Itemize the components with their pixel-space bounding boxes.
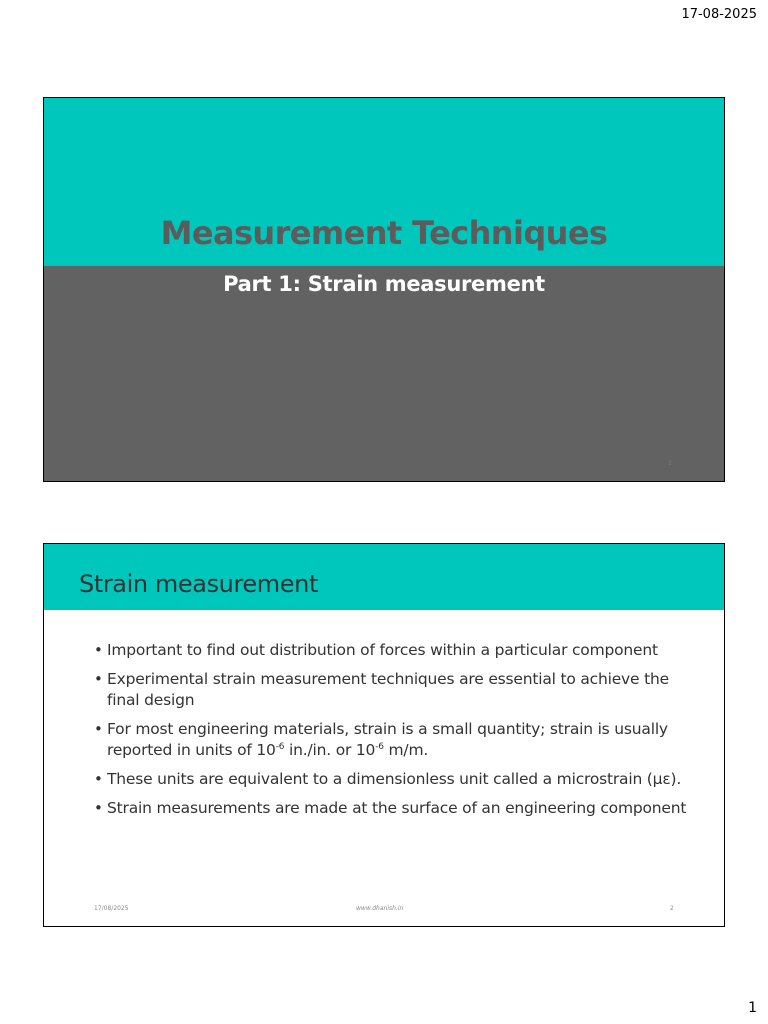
bullet-dot-icon: • xyxy=(94,770,103,788)
footer-website: www.dhanish.in xyxy=(356,905,404,912)
bullet-text-part: m/m. xyxy=(383,741,429,759)
slide-2 xyxy=(43,543,725,927)
exponent: -6 xyxy=(375,742,384,752)
slide-1 xyxy=(43,97,725,482)
slide-1-number: 1 xyxy=(668,460,672,467)
exponent: -6 xyxy=(275,742,285,752)
page-number: 1 xyxy=(748,1000,757,1016)
bullet-text-part: For most engineering materials, strain is a small quantity; strain is usually reported in units of 10 xyxy=(107,720,668,759)
bullet-text: Strain measurements are made at the surface of an engineering component xyxy=(107,799,687,817)
bullet-item xyxy=(94,669,694,711)
bullet-text: These units are equivalent to a dimensionless unit called a microstrain (με). xyxy=(107,770,682,788)
slide-2-title: Strain measurement xyxy=(79,570,318,598)
bullet-dot-icon: • xyxy=(94,641,103,659)
bullet-item xyxy=(94,719,694,761)
slide-2-bullet-list xyxy=(94,640,694,827)
bullet-item xyxy=(94,640,694,661)
slide-1-title: Measurement Techniques xyxy=(160,214,608,252)
page-date: 17-08-2025 xyxy=(681,7,757,22)
bullet-text: Important to find out distribution of forces within a particular component xyxy=(107,641,658,659)
slide-2-number: 2 xyxy=(670,905,674,912)
bullet-dot-icon: • xyxy=(94,670,103,688)
footer-date: 17/08/2025 xyxy=(94,905,129,912)
bullet-dot-icon: • xyxy=(94,720,103,738)
slide-1-subtitle: Part 1: Strain measurement xyxy=(223,272,545,296)
slide-1-subtitle-band xyxy=(44,266,724,482)
bullet-text: Experimental strain measurement techniques are essential to achieve the final design xyxy=(107,670,669,709)
bullet-item xyxy=(94,798,694,819)
bullet-dot-icon: • xyxy=(94,799,103,817)
bullet-text-part: in./in. or 10 xyxy=(284,741,376,759)
bullet-item xyxy=(94,769,694,790)
